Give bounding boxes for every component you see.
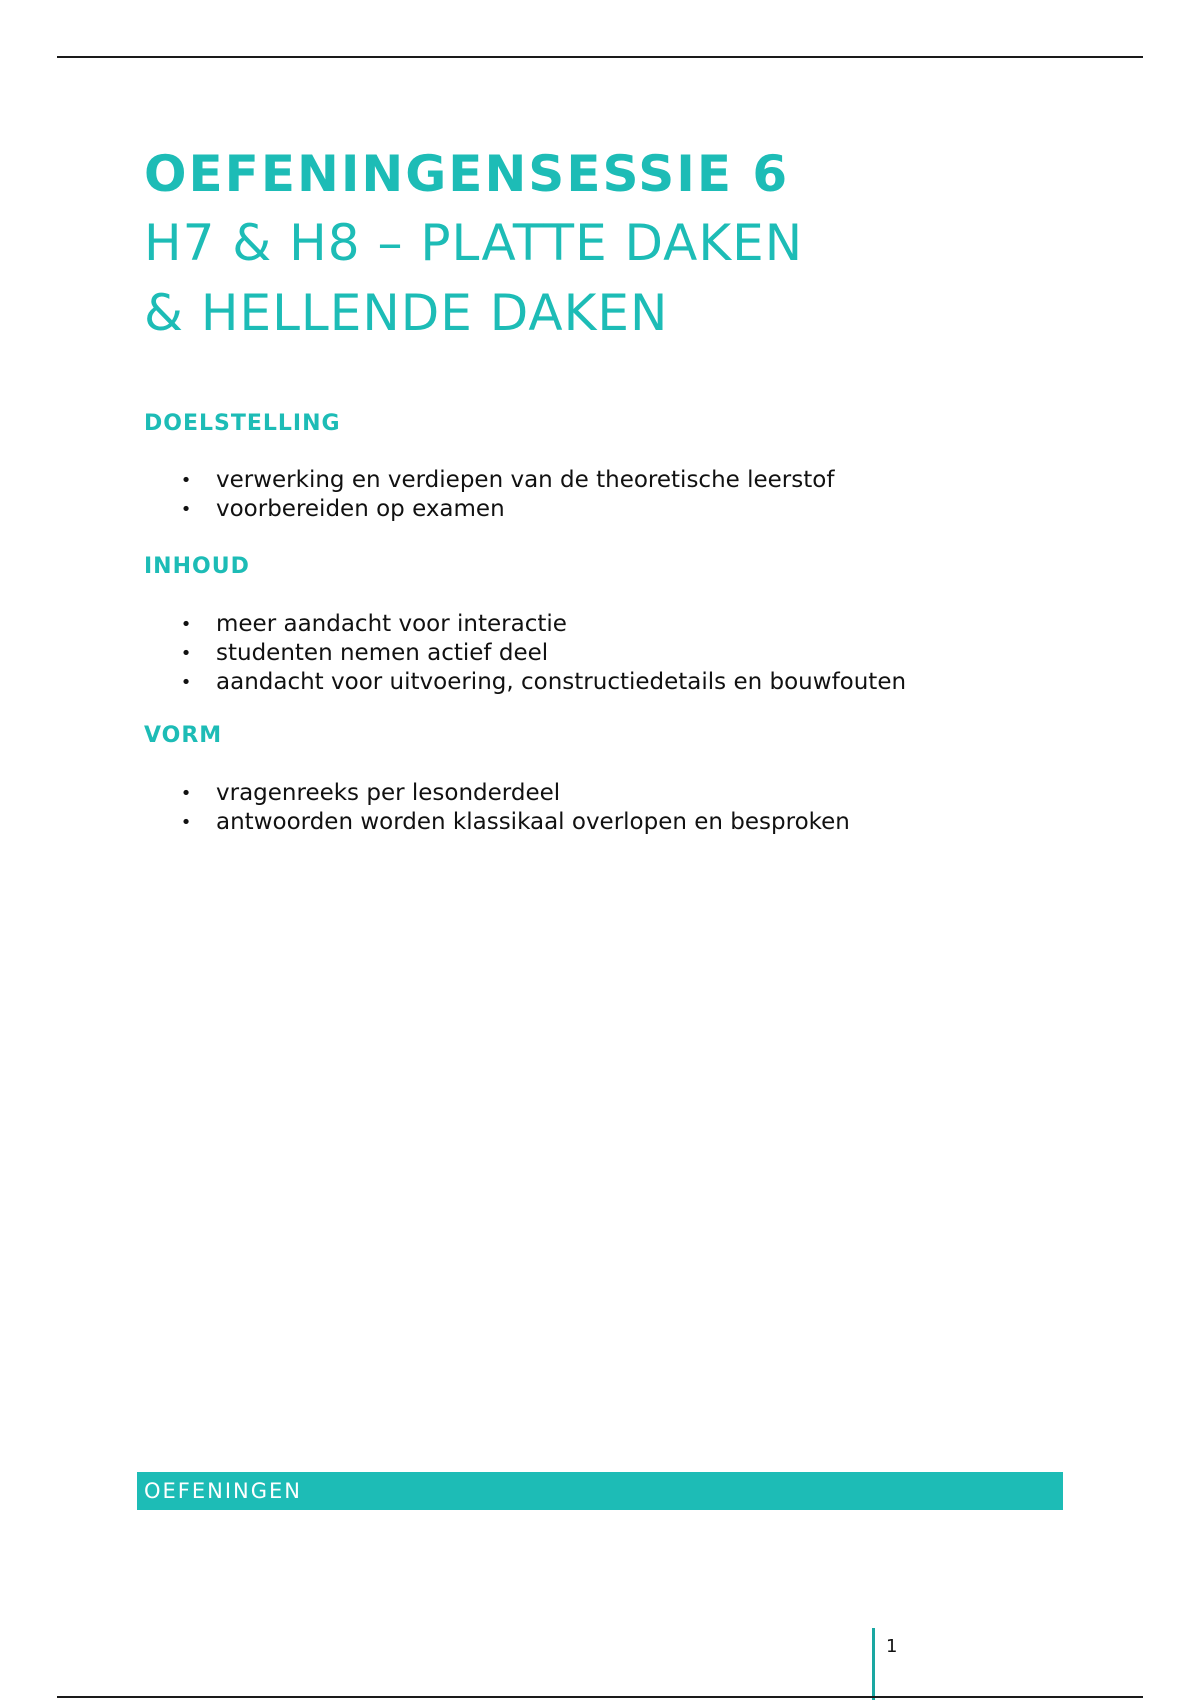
- list-item-text: voorbereiden op examen: [216, 496, 505, 522]
- bullet-icon: •: [180, 672, 192, 693]
- page-number: 1: [886, 1636, 898, 1657]
- bullet-icon: •: [180, 470, 192, 491]
- vorm-list: [180, 779, 1080, 837]
- list-item: [180, 808, 1080, 837]
- document-subtitle-line-1: H7 & H8 – PLATTE DAKEN: [144, 214, 804, 272]
- bullet-icon: •: [180, 643, 192, 664]
- footer-rule: [57, 1696, 1143, 1698]
- list-item-text: studenten nemen actief deel: [216, 640, 549, 666]
- doelstelling-list: [180, 466, 1080, 524]
- list-item: [180, 639, 1080, 668]
- list-item: [180, 668, 1080, 697]
- list-item-text: verwerking en verdiepen van de theoretische leerstof: [216, 467, 835, 493]
- list-item: [180, 495, 1080, 524]
- bullet-icon: •: [180, 614, 192, 635]
- header-rule: [57, 56, 1143, 58]
- inhoud-list: [180, 610, 1080, 697]
- bullet-icon: •: [180, 499, 192, 520]
- document-subtitle-line-2: & HELLENDE DAKEN: [144, 284, 669, 342]
- list-item-text: aandacht voor uitvoering, constructiedetails en bouwfouten: [216, 669, 907, 695]
- list-item-text: meer aandacht voor interactie: [216, 611, 567, 637]
- section-heading-vorm: VORM: [144, 723, 223, 748]
- document-title: OEFENINGENSESSIE 6: [144, 145, 790, 203]
- banner-label: OEFENINGEN: [144, 1479, 303, 1503]
- title-block: [144, 140, 1094, 348]
- oefeningen-banner: [137, 1472, 1063, 1510]
- list-item: [180, 466, 1080, 495]
- page-number-marker: [872, 1628, 875, 1700]
- list-item-text: antwoorden worden klassikaal overlopen en besproken: [216, 809, 850, 835]
- bullet-icon: •: [180, 783, 192, 804]
- bullet-icon: •: [180, 812, 192, 833]
- section-heading-inhoud: INHOUD: [144, 554, 250, 579]
- section-heading-doelstelling: DOELSTELLING: [144, 411, 341, 436]
- list-item-text: vragenreeks per lesonderdeel: [216, 780, 561, 806]
- list-item: [180, 779, 1080, 808]
- list-item: [180, 610, 1080, 639]
